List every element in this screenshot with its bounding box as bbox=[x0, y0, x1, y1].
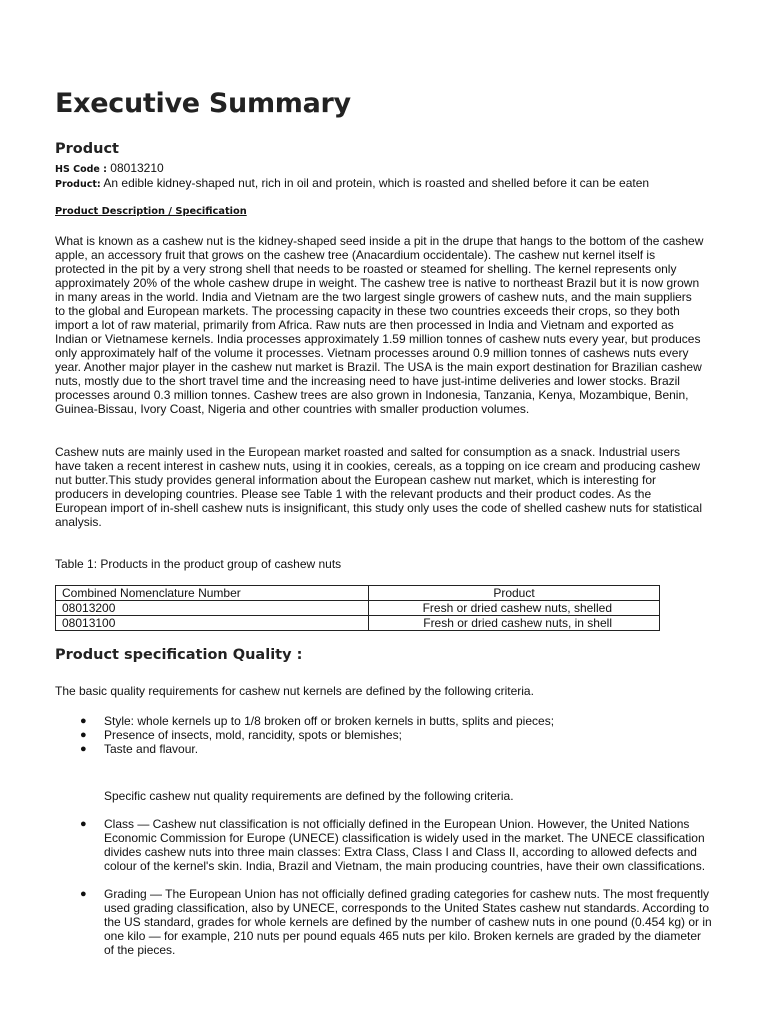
list-item bbox=[80, 742, 712, 756]
quality-intro: The basic quality requirements for cashew nut kernels are defined by the following criteria. bbox=[55, 684, 534, 698]
list-item-text: Taste and flavour. bbox=[104, 742, 199, 756]
quality-bullet-list bbox=[80, 714, 712, 756]
criteria-list bbox=[80, 817, 712, 971]
table-cell: Fresh or dried cashew nuts, in shell bbox=[369, 616, 660, 631]
product-row bbox=[55, 176, 649, 190]
table-caption: Table 1: Products in the product group of cashew nuts bbox=[55, 557, 342, 571]
quality-heading: Product specification Quality : bbox=[55, 647, 303, 663]
table-row bbox=[56, 601, 660, 616]
table-header-cell: Product bbox=[369, 586, 660, 601]
specific-intro: Specific cashew nut quality requirements are defined by the following criteria. bbox=[104, 789, 514, 803]
bullet-icon: ● bbox=[80, 888, 87, 900]
products-table bbox=[55, 585, 660, 631]
table-cell: 08013100 bbox=[56, 616, 369, 631]
list-item bbox=[80, 887, 712, 957]
table-cell: 08013200 bbox=[56, 601, 369, 616]
product-heading: Product bbox=[55, 141, 119, 157]
hs-code-row bbox=[55, 161, 164, 175]
list-item-text: Grading — The European Union has not officially defined grading categories for cashew nuts. The most frequently used grading classification, also by UNECE, corresponds to the United States cashew nut standards. According to the US standard, grades for whole kernels are defined by the number of cashew nuts in one pound (0.454 kg) or in one kilo — for example, 210 nuts per pound equals 465 nuts per kilo. Broken kernels are graded by the diameter of the pieces. bbox=[104, 887, 712, 957]
list-item bbox=[80, 714, 712, 728]
table-cell: Fresh or dried cashew nuts, shelled bbox=[369, 601, 660, 616]
description-paragraph: What is known as a cashew nut is the kidney-shaped seed inside a pit in the drupe that hangs to the bottom of the cashew apple, an accessory fruit that grows on the cashew tree (Anacardium occidentale). The cashew nut kernel itself is protected in the pit by a very strong shell that needs to be roasted or steamed for shelling. The kernel represents only approximately 20% of the whole cashew drupe in weight. The cashew tree is native to northeast Brazil but it is now grown in many areas in the world. India and Vietnam are the two largest single growers of cashew nuts, and the main suppliers to the global and European markets. The processing capacity in these two countries exceeds their crops, so they both import a lot of raw material, primarily from Africa. Raw nuts are then processed in India and Vietnam and exported as Indian or Vietnamese kernels. India processes approximately 1.59 million tonnes of cashew nuts every year, but produces only approximately half of the volume it processes. Vietnam processes around 0.9 million tonnes of cashews nuts every year. Another major player in the cashew nut market is Brazil. The USA is the main export destination for Brazilian cashew nuts, mostly due to the short travel time and the increasing need to have just-intime deliveries and lower stocks. Brazil processes around 0.3 million tonnes. Cashew trees are also grown in Indonesia, Tanzania, Kenya, Mozambique, Benin, Guinea-Bissau, Ivory Coast, Nigeria and other countries with smaller production volumes. bbox=[55, 234, 704, 416]
list-item-text: Presence of insects, mold, rancidity, spots or blemishes; bbox=[104, 728, 402, 742]
hs-code-label: HS Code : bbox=[55, 164, 107, 175]
page-title: Executive Summary bbox=[55, 88, 351, 119]
table-header-cell: Combined Nomenclature Number bbox=[56, 586, 369, 601]
bullet-icon: ● bbox=[80, 715, 87, 727]
bullet-icon: ● bbox=[80, 729, 87, 741]
table-header-row bbox=[56, 586, 660, 601]
table-row bbox=[56, 616, 660, 631]
bullet-icon: ● bbox=[80, 743, 87, 755]
usage-paragraph: Cashew nuts are mainly used in the European market roasted and salted for consumption as a snack. Industrial users have taken a recent interest in cashew nuts, using it in cookies, cereals, as a topping on ice cream and producing cashew nut butter.This study provides general information about the European cashew nut market, which is interesting for producers in developing countries. Please see Table 1 with the relevant products and their product codes. As the European import of in-shell cashew nuts is insignificant, this study only uses the code of shelled cashew nuts for statistical analysis. bbox=[55, 445, 702, 529]
list-item-text: Class — Cashew nut classification is not officially defined in the European Union. However, the United Nations Economic Commission for Europe (UNECE) classification is widely used in the market. The UNECE classification divides cashew nuts into three main classes: Extra Class, Class I and Class II, according to allowed defects and colour of the kernel's skin. India, Brazil and Vietnam, the main producing countries, have their own classifications. bbox=[104, 817, 706, 873]
list-item-text: Style: whole kernels up to 1/8 broken off or broken kernels in butts, splits and pieces; bbox=[104, 714, 555, 728]
bullet-icon: ● bbox=[80, 818, 87, 830]
list-item bbox=[80, 817, 712, 873]
description-heading: Product Description / Specification bbox=[55, 206, 247, 217]
product-value: An edible kidney-shaped nut, rich in oil and protein, which is roasted and shelled before it can be eaten bbox=[103, 176, 650, 190]
product-label: Product: bbox=[55, 179, 101, 190]
hs-code-value: 08013210 bbox=[110, 161, 164, 175]
list-item bbox=[80, 728, 712, 742]
